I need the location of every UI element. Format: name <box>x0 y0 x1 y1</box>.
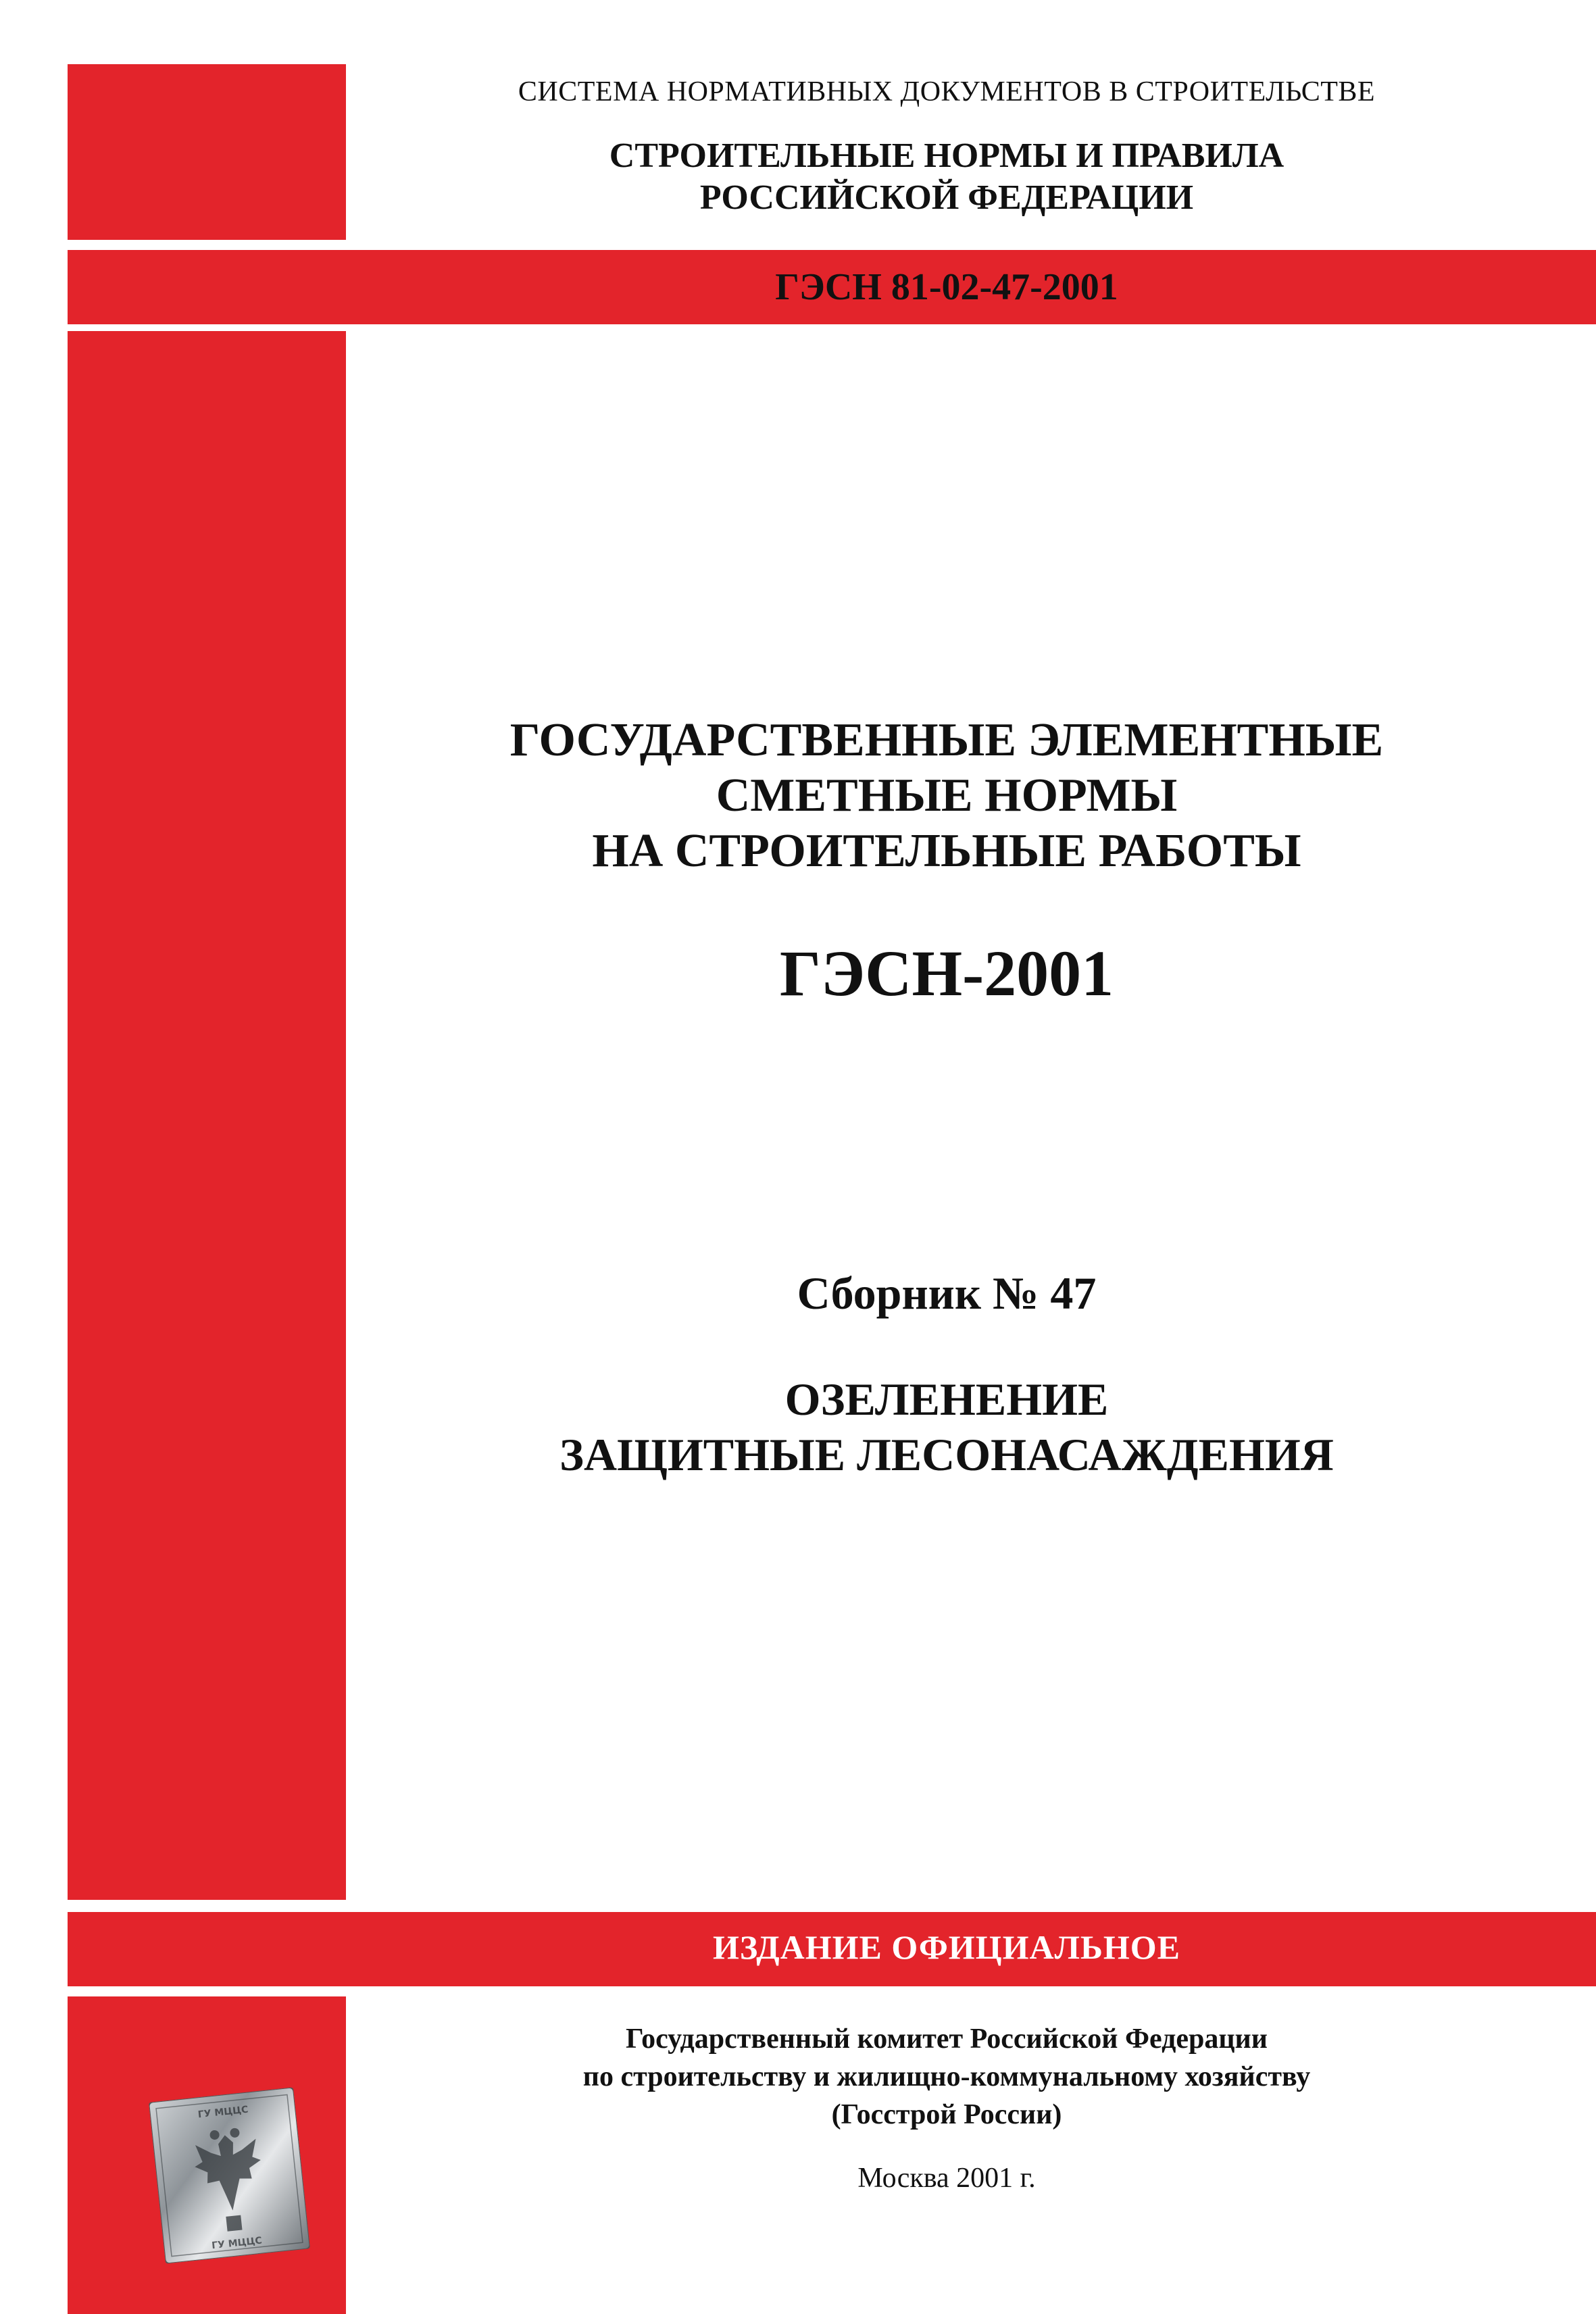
publisher-line2: по строительству и жилищно-коммунальному хозяйству <box>582 2061 1311 2092</box>
norms-title <box>365 135 1528 219</box>
main-title <box>365 713 1528 879</box>
series-title: СИСТЕМА НОРМАТИВНЫХ ДОКУМЕНТОВ В СТРОИТЕЛЬСТВЕ <box>518 76 1376 107</box>
publisher-line1: Государственный комитет Российской Федерации <box>626 2023 1268 2055</box>
publisher-line3: (Госстрой России) <box>831 2099 1062 2130</box>
city-year: Москва 2001 г. <box>857 2163 1036 2194</box>
hologram-seal-icon <box>149 2087 310 2263</box>
collection-subject <box>365 1372 1528 1482</box>
standard-code: ГЭСН-2001 <box>779 937 1114 1009</box>
norms-title-line2: РОССИЙСКОЙ ФЕДЕРАЦИИ <box>699 178 1194 217</box>
main-title-line3: НА СТРОИТЕЛЬНЫЕ РАБОТЫ <box>592 825 1301 877</box>
main-title-line2: СМЕТНЫЕ НОРМЫ <box>716 770 1178 822</box>
document-code: ГЭСН 81-02-47-2001 <box>775 266 1118 308</box>
publisher <box>365 2020 1528 2134</box>
svg-text:ГУ МЦЦС: ГУ МЦЦС <box>211 2235 263 2252</box>
main-title-line1: ГОСУДАРСТВЕННЫЕ ЭЛЕМЕНТНЫЕ <box>509 714 1384 766</box>
collection-number: Сборник № 47 <box>797 1267 1097 1319</box>
red-sidebar-top <box>68 64 346 240</box>
collection-subject-line1: ОЗЕЛЕНЕНИЕ <box>784 1374 1109 1425</box>
svg-text:ГУ МЦЦС: ГУ МЦЦС <box>197 2104 249 2121</box>
collection-subject-line2: ЗАЩИТНЫЕ ЛЕСОНАСАЖДЕНИЯ <box>559 1429 1334 1480</box>
official-edition-label: ИЗДАНИЕ ОФИЦИАЛЬНОЕ <box>712 1928 1181 1966</box>
red-sidebar-middle <box>68 331 346 1900</box>
norms-title-line1: СТРОИТЕЛЬНЫЕ НОРМЫ И ПРАВИЛА <box>609 136 1285 175</box>
